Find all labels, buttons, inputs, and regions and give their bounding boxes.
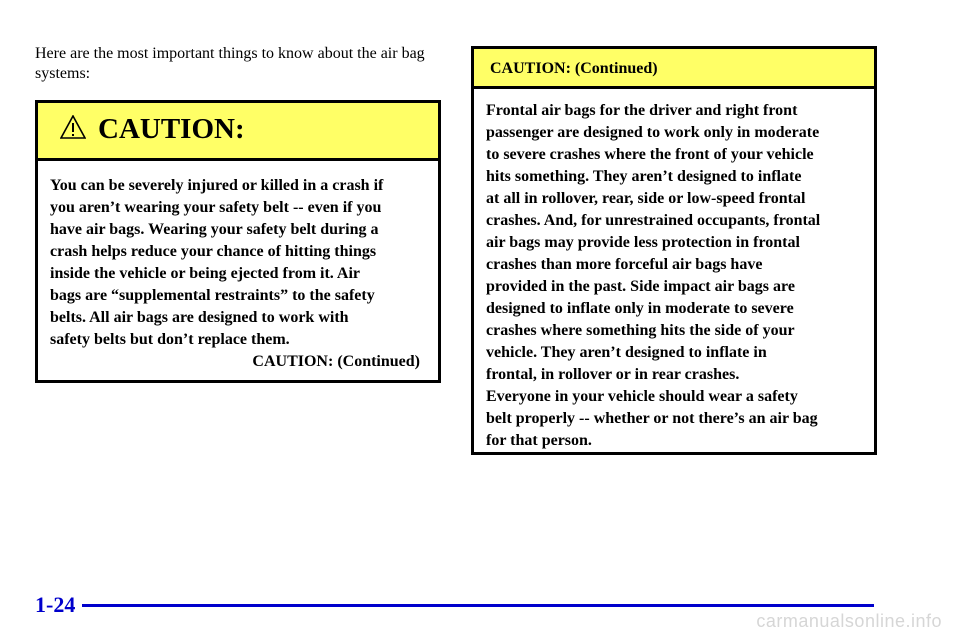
caution-title: CAUTION:	[98, 113, 245, 145]
caution-body: You can be severely injured or killed in a crash if you aren’t wearing your safety belt -- even if you have air bags. Wearing your safety belt during a crash helps reduce your chance of hitting things inside the vehicle or being ejected from it. Air bags are “supplemental restraints” to the safety belts. All air bags are designed to work with safety belts but don’t replace them.	[50, 177, 384, 348]
footer-rule	[82, 604, 874, 607]
intro-paragraph: Here are the most important things to know about the air bag systems:	[35, 45, 425, 82]
warning-triangle-icon	[60, 115, 86, 139]
caution-continued-header	[474, 49, 874, 89]
caution-continued-body: Frontal air bags for the driver and right front passenger are designed to work only in moderate to severe crashes where the front of your vehicle hits something. They aren’t designed to inflate at all in rollover, rear, side or low-speed frontal crashes. And, for unrestrained occupants, frontal air bags may provide less protection in frontal crashes than more forceful air bags have provided in the past. Side impact air bags are designed to inflate only in moderate to severe crashes where something hits the side of your vehicle. They aren’t designed to inflate in frontal, in rollover or in rear crashes. Everyone in your vehicle should wear a safety belt properly -- whether or not there’s an air bag for that person.	[486, 102, 821, 449]
caution-continued-label: CAUTION: (Continued)	[252, 353, 420, 370]
watermark: carmanualsonline.info	[756, 611, 942, 631]
page-number: 1-24	[35, 592, 76, 617]
caution-continued-title: CAUTION: (Continued)	[490, 60, 658, 77]
caution-box-right	[471, 46, 877, 455]
caution-header	[38, 103, 438, 161]
caution-box-left	[35, 100, 441, 383]
